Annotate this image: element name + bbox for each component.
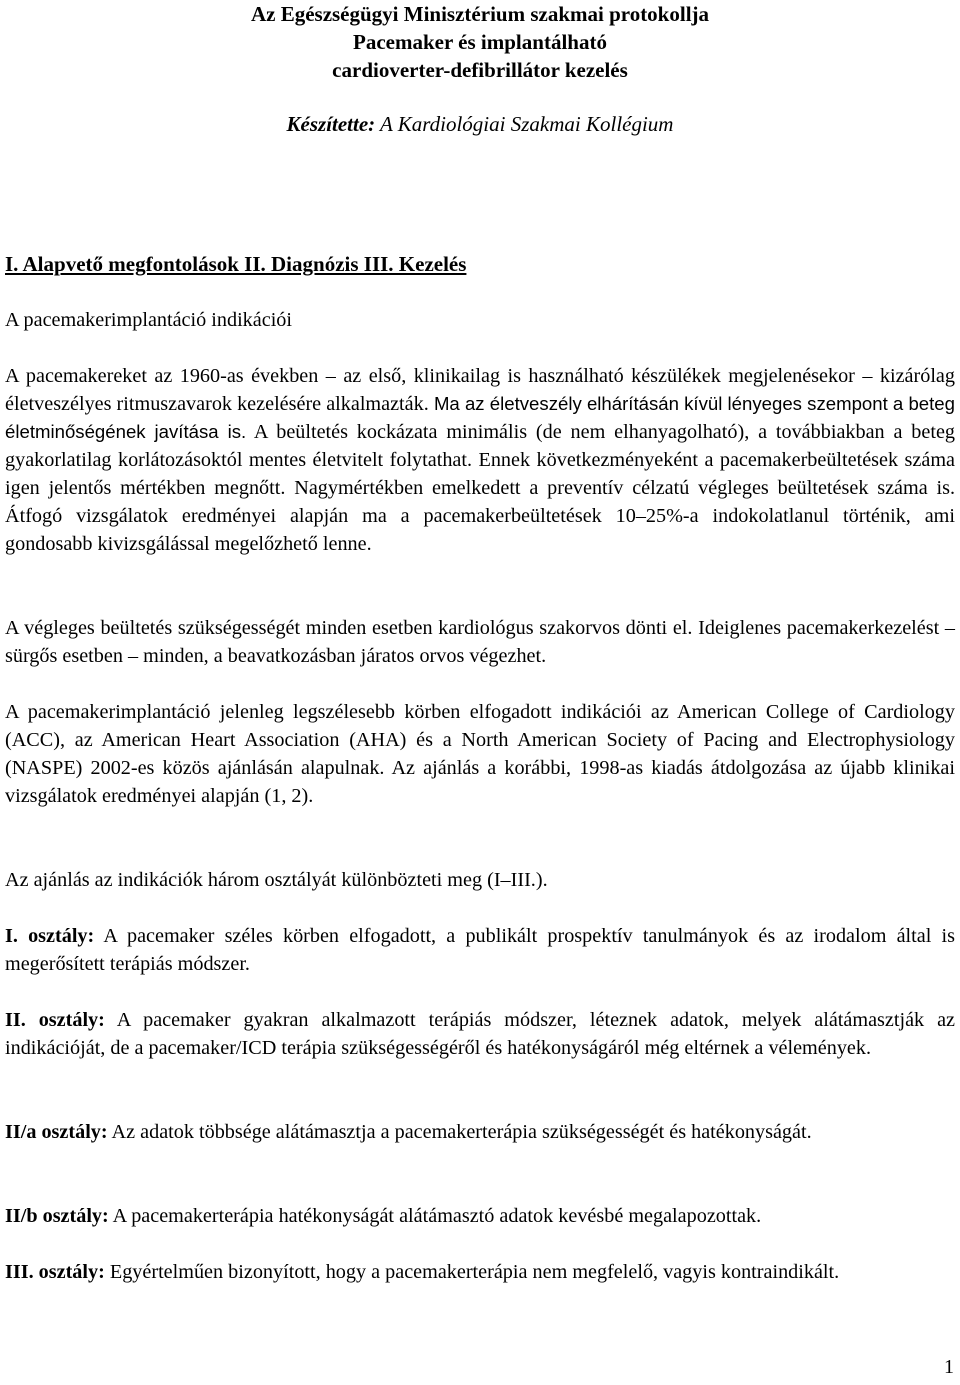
class-ii-label: II. osztály: <box>5 1009 105 1031</box>
author-label: Készítette: <box>286 112 376 136</box>
class-iib-text: A pacemakerterápia hatékonyságát alátámasztó adatok kevésbé megalapozottak. <box>108 1205 762 1227</box>
class-iia-paragraph <box>5 1118 955 1146</box>
title-line-2: Pacemaker és implantálható <box>353 30 607 54</box>
class-iii-label: III. osztály: <box>5 1261 105 1283</box>
p1-sentence-1: A pacemakereket az 1960-as években – az első, klinikailag is használható készülékek megjelenésekor – kizárólag életveszélyes ritmuszavarok kezelésére alkalmazták. <box>5 365 955 415</box>
p1-sentence-6: Átfogó vizsgálatok eredményei alapján ma a pacemakerbeültetések 10–25%-a indokolatlanul történik, ami gondosabb kivizsgálással megelőzhető lenne. <box>5 505 955 555</box>
class-i-text: A pacemaker széles körben elfogadott, a publikált prospektív tanulmányok és az irodalom által is megerősített terápiás módszer. <box>5 925 955 975</box>
class-i-paragraph <box>5 922 955 978</box>
section-heading: A pacemakerimplantáció indikációi <box>5 309 293 331</box>
paragraph-classes-intro: Az ajánlás az indikációk három osztályát különbözteti meg (I–III.). <box>5 869 548 891</box>
class-iib-label: II/b osztály: <box>5 1205 109 1227</box>
p1-sentence-5: Nagymértékben emelkedett a preventív célzatú végleges beültetések száma is. <box>285 477 956 499</box>
class-iib-paragraph <box>5 1202 955 1230</box>
author-line <box>0 110 960 138</box>
p1-sentence-3: A beültetés kockázata minimális (de nem elhanyagolható), a továbbiakban a beteg gyakorlatilag korlátozásoktól mentes életvitelt folytathat. <box>5 421 955 471</box>
class-ii-text: A pacemaker gyakran alkalmazott terápiás módszer, léteznek adatok, melyek alátámasztják az indikációját, de a pacemaker/ICD terápia szükségességéről és hatékonyságáról még eltérnek a vélemények. <box>5 1009 955 1059</box>
title-line-3: cardioverter-defibrillátor kezelés <box>332 58 628 82</box>
document-title <box>0 0 960 84</box>
paragraph-decision: A végleges beültetés szükségességét minden esetben kardiológus szakorvos dönti el. Ideiglenes pacemakerkezelést – sürgős esetben – minden, a beavatkozásban járatos orvos végezhet. <box>5 617 955 667</box>
class-iii-paragraph <box>5 1258 955 1286</box>
paragraph-guidelines: A pacemakerimplantáció jelenleg legszélesebb körben elfogadott indikációi az American College of Cardiology (ACC), az American Heart Association (AHA) és a North American Society of Pacing and Electrophysiology (NASPE) 2002-es közös ajánlásán alapulnak. Az ajánlás a korábbi, 1998-as kiadás átdolgozása az újabb klinikai vizsgálatok eredményei alapján (1, 2). <box>5 701 955 807</box>
page-number: 1 <box>944 1356 954 1378</box>
table-of-contents: I. Alapvető megfontolások II. Diagnózis III. Kezelés <box>5 252 467 276</box>
class-iia-text: Az adatok többsége alátámasztja a pacemakerterápia szükségességét és hatékonyságát. <box>107 1121 812 1143</box>
title-line-1: Az Egészségügyi Minisztérium szakmai protokollja <box>250 2 710 26</box>
author-value: A Kardiológiai Szakmai Kollégium <box>375 112 674 136</box>
class-i-label: I. osztály: <box>5 925 95 947</box>
class-iia-label: II/a osztály: <box>5 1121 108 1143</box>
class-iii-text: Egyértelműen bizonyított, hogy a pacemakerterápia nem megfelelő, vagyis kontraindikált. <box>104 1261 840 1283</box>
p1-sentence-2: Ma az életveszély elhárításán kívül lényeges szempont a beteg életminőségének javítása is. <box>5 393 955 442</box>
paragraph-history <box>5 362 955 558</box>
p1-sentence-4: Ennek következményeként a pacemakerbeültetések száma igen jelentős mértékben megnőtt. <box>5 449 955 499</box>
class-ii-paragraph <box>5 1006 955 1062</box>
